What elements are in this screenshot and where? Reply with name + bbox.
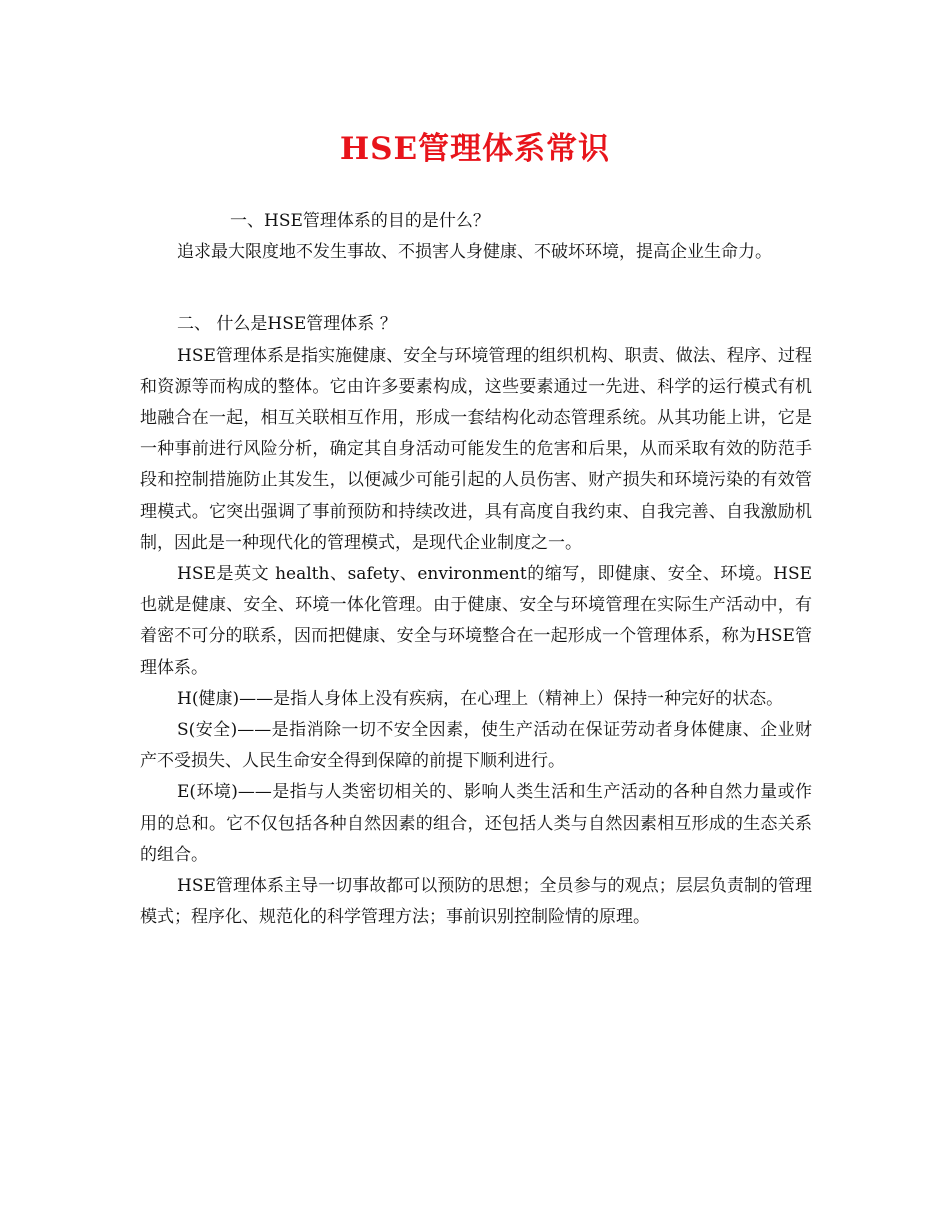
- paragraph-purpose: 追求最大限度地不发生事故、不损害人身健康、不破坏环境，提高企业生命力。: [177, 242, 772, 263]
- paragraph-abbreviation: HSE是英文 health、safety、environment的缩写，即健康、安全、环境。HSE也就是健康、安全、环境一体化管理。由于健康、安全与环境管理在实际生产活动中，有着密不可分的联系，因而把健康、安全与环境整合在一起形成一个管理体系，称为HSE管理体系。: [140, 564, 812, 678]
- section-heading-2: 二、 什么是HSE管理体系 ？: [177, 314, 397, 335]
- paragraph-environment: E(环境)——是指与人类密切相关的、影响人类生活和生产活动的各种自然力量或作用的总和。它不仅包括各种自然因素的组合，还包括人类与自然因素相互形成的生态关系的组合。: [140, 782, 812, 865]
- document-body: [140, 206, 812, 933]
- paragraph-health: H(健康)——是指人身体上没有疾病，在心理上（精神上）保持一种完好的状态。: [177, 688, 784, 709]
- paragraph-definition: HSE管理体系是指实施健康、安全与环境管理的组织机构、职责、做法、程序、过程和资源等而构成的整体。它由许多要素构成，这些要素通过一先进、科学的运行模式有机地融合在一起，相互关联相互作用，形成一套结构化动态管理系统。从其功能上讲，它是一种事前进行风险分析，确定其自身活动可能发生的危害和后果，从而采取有效的防范手段和控制措施防止其发生，以便减少可能引起的人员伤害、财产损失和环境污染的有效管理模式。它突出强调了事前预防和持续改进，具有高度自我约束、自我完善、自我激励机制，因此是一种现代化的管理模式，是现代企业制度之一。: [140, 345, 812, 553]
- section-heading-1: 一、HSE管理体系的目的是什么？: [230, 211, 490, 231]
- paragraph-principles: HSE管理体系主导一切事故都可以预防的思想；全员参与的观点；层层负责制的管理模式；程序化、规范化的科学管理方法；事前识别控制险情的原理。: [140, 876, 812, 928]
- document-title: HSE管理体系常识: [339, 131, 611, 167]
- paragraph-safety: S(安全)——是指消除一切不安全因素，使生产活动在保证劳动者身体健康、企业财产不受损失、人民生命安全得到保障的前提下顺利进行。: [140, 720, 812, 772]
